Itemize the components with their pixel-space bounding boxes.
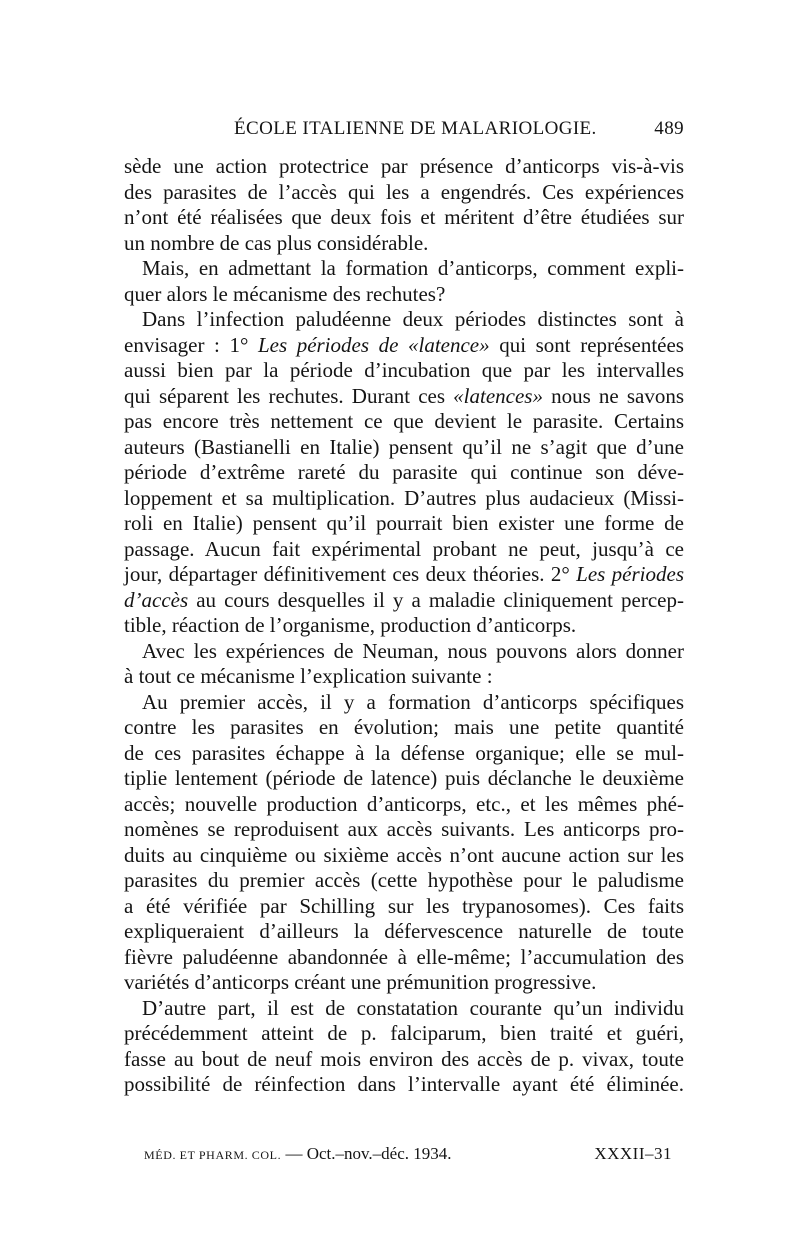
text-line — [124, 205, 684, 231]
text-segment: des parasites de l’accès qui les a engendrés. Ces expériences — [124, 179, 684, 204]
text-segment: Avec les expériences de Neuman, nous pouvons alors donner — [142, 638, 684, 663]
text-segment: duits au cinquième ou sixième accès n’ont aucune action sur les — [124, 842, 684, 867]
paragraph — [124, 307, 684, 639]
text-line — [124, 537, 684, 563]
text-line — [124, 358, 684, 384]
text-segment: Mais, en admettant la formation d’anticorps, comment expli- — [142, 256, 684, 280]
text-segment: D’autre part, il est de constatation courante qu’un individu — [142, 995, 684, 1020]
text-segment: expliqueraient d’ailleurs la défervescence naturelle de toute — [124, 919, 684, 943]
text-segment: loppement et sa multiplication. D’autres plus audacieux (Missi- — [124, 485, 684, 510]
text-segment: tible, réaction de l’organisme, production d’anticorps. — [124, 613, 577, 637]
text-segment: nomènes se reproduisent aux accès suivants. Les anticorps pro- — [124, 817, 684, 841]
footer-issue: Oct.–nov.–déc. 1934. — [306, 1144, 452, 1163]
italic-segment: Les périodes — [576, 562, 685, 586]
text-line — [124, 970, 684, 996]
text-segment: possibilité de réinfection dans l’intervalle ayant été éliminée. — [124, 1072, 684, 1096]
text-line — [124, 1047, 684, 1073]
text-segment: à tout ce mécanisme l’explication suivante : — [124, 664, 493, 688]
text-line — [124, 256, 684, 282]
text-segment: Au premier accès, il y a formation d’anticorps spécifiques — [142, 689, 684, 714]
paragraph — [124, 996, 684, 1098]
footer-signature: XXXII–31 — [594, 1144, 672, 1163]
text-segment: précédemment atteint de p. falciparum, bien traité et guéri, — [124, 1021, 684, 1045]
text-line — [124, 639, 684, 665]
text-line — [124, 613, 684, 639]
text-segment: qui sont représentées — [489, 332, 684, 357]
text-segment: au cours desquelles il y a maladie cliniquement percep- — [188, 587, 684, 612]
text-line — [124, 384, 684, 410]
text-segment: jour, départager définitivement ces deux théories. 2° — [124, 562, 577, 586]
footer-journal: MÉD. ET PHARM. COL. — [144, 1148, 282, 1162]
page-footer — [124, 1144, 684, 1168]
text-segment: période d’extrême rareté du parasite qui continue son déve- — [124, 460, 684, 484]
text-segment: fièvre paludéenne abandonnée à elle-même; l’accumulation des — [124, 944, 684, 969]
text-line — [124, 486, 684, 512]
text-segment: variétés d’anticorps créant une prémunition progressive. — [124, 970, 597, 994]
text-segment: de ces parasites échappe à la défense organique; elle se mul- — [124, 740, 684, 765]
italic-segment: d’accès — [124, 587, 189, 612]
body-text — [124, 154, 684, 1098]
italic-segment: «latences» — [453, 383, 543, 408]
paragraph — [124, 639, 684, 690]
text-segment: qui séparent les rechutes. Durant ces — [124, 383, 454, 408]
text-segment: passage. Aucun fait expérimental probant ne peut, jusqu’à ce — [124, 536, 684, 561]
text-line — [124, 435, 684, 461]
text-line — [124, 843, 684, 869]
text-segment: aussi bien par la période d’incubation que par les intervalles — [124, 358, 684, 382]
italic-segment: Les périodes de «latence» — [257, 332, 490, 357]
footer-dash: — — [281, 1144, 307, 1163]
text-line — [124, 282, 684, 308]
text-line — [124, 1072, 684, 1098]
paragraph — [124, 256, 684, 307]
text-line — [124, 409, 684, 435]
text-line — [124, 766, 684, 792]
text-segment: quer alors le mécanisme des rechutes? — [124, 281, 446, 306]
text-line — [124, 307, 684, 333]
text-segment: accès; nouvelle production d’anticorps, etc., et les mêmes phé- — [124, 791, 684, 816]
text-line — [124, 562, 684, 588]
text-line — [124, 690, 684, 716]
text-segment: fasse au bout de neuf mois environ des accès de p. vivax, toute — [124, 1046, 684, 1071]
paragraph — [124, 690, 684, 996]
text-line — [124, 511, 684, 537]
text-segment: roli en Italie) pensent qu’il pourrait bien exister une forme de — [124, 511, 684, 535]
text-segment: parasites du premier accès (cette hypothèse pour le paludisme — [124, 868, 684, 892]
paragraph — [124, 154, 684, 256]
running-head-title: ÉCOLE ITALIENNE DE MALARIOLOGIE. — [234, 118, 597, 139]
text-line — [124, 741, 684, 767]
text-segment: tiplie lentement (période de latence) puis déclanche le deuxième — [124, 766, 684, 790]
page-number: 489 — [654, 118, 684, 139]
text-segment: contre les parasites en évolution; mais une petite quantité — [124, 715, 684, 739]
text-line — [124, 460, 684, 486]
text-segment: pas encore très nettement ce que devient le parasite. Certains — [124, 409, 684, 433]
text-segment: n’ont été réalisées que deux fois et méritent d’être étudiées sur — [124, 205, 684, 229]
text-segment: auteurs (Bastianelli en Italie) pensent qu’il ne s’agit que d’une — [124, 434, 684, 459]
text-line — [124, 664, 684, 690]
text-line — [124, 868, 684, 894]
text-line — [124, 817, 684, 843]
text-line — [124, 588, 684, 614]
text-line — [124, 1021, 684, 1047]
text-line — [124, 945, 684, 971]
text-line — [124, 231, 684, 257]
text-line — [124, 919, 684, 945]
running-head — [124, 118, 684, 144]
text-line — [124, 894, 684, 920]
text-line — [124, 996, 684, 1022]
text-line — [124, 180, 684, 206]
text-line — [124, 792, 684, 818]
footer-citation — [144, 1144, 452, 1164]
text-segment: un nombre de cas plus considérable. — [124, 230, 429, 255]
text-line — [124, 333, 684, 359]
text-segment: Dans l’infection paludéenne deux périodes distinctes sont à — [142, 307, 684, 331]
text-segment: sède une action protectrice par présence d’anticorps vis-à-vis — [124, 154, 684, 178]
text-line — [124, 154, 684, 180]
text-segment: envisager : 1° — [124, 332, 258, 357]
text-segment: a été vérifiée par Schilling sur les trypanosomes). Ces faits — [124, 893, 684, 918]
text-line — [124, 715, 684, 741]
text-segment: nous ne savons — [542, 383, 684, 408]
